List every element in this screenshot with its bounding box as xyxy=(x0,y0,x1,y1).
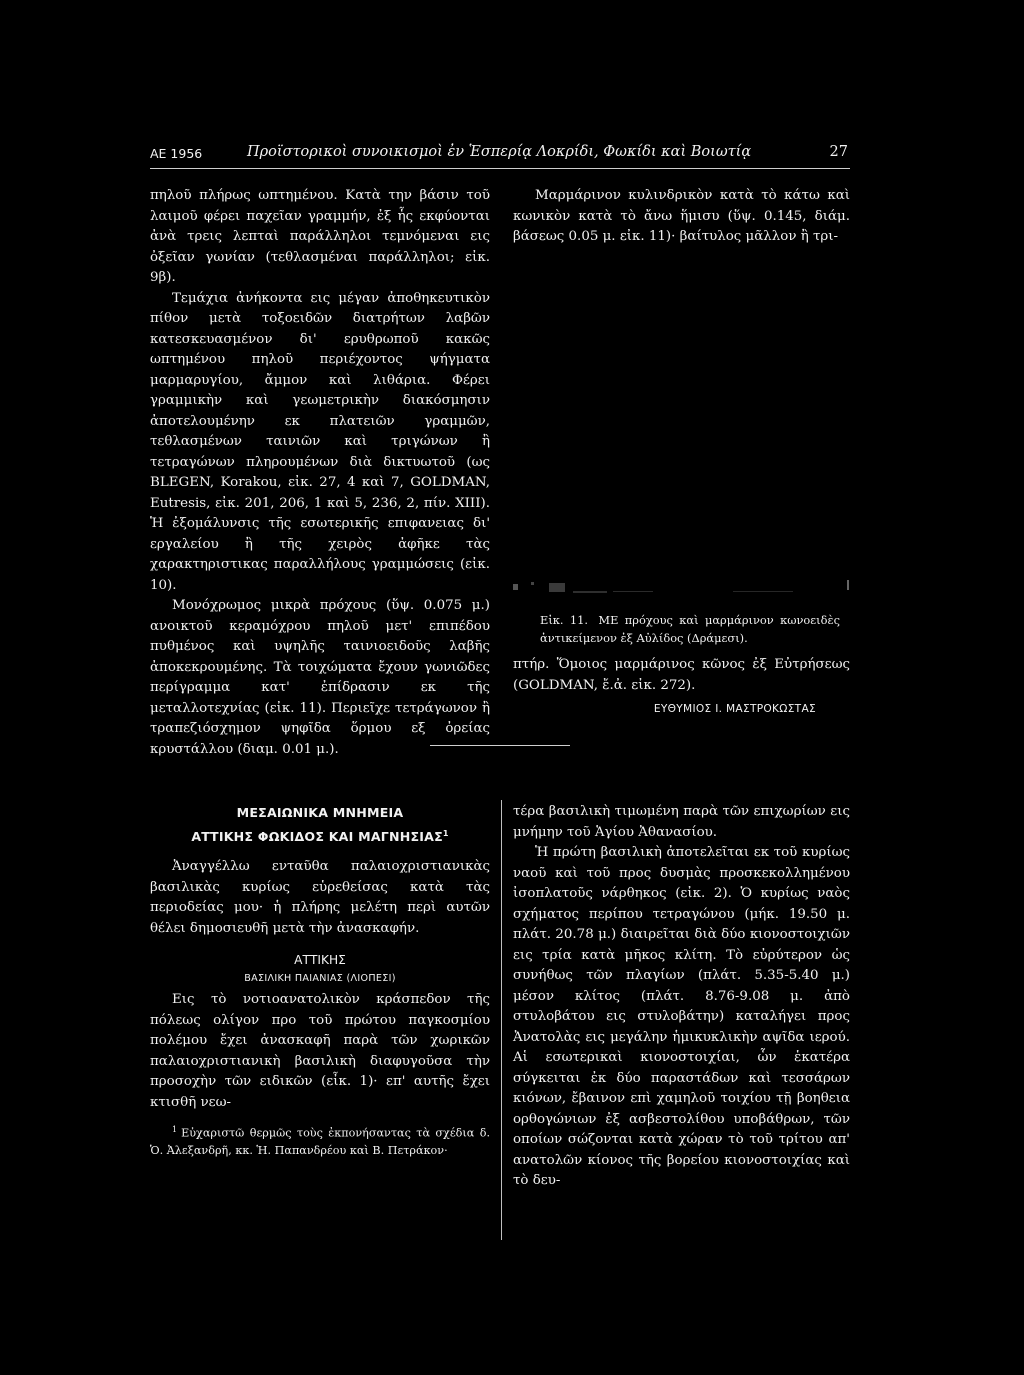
region-heading: ΑΤΤΙΚΗΣ xyxy=(294,953,346,968)
body-paragraph: Εις τὸ νοτιοανατολικὸν κράσπεδον τῆς πόλεως ολίγον προ τοῦ πρώτου παγκοσμίου πολέμου ἔχει ἀνασκαφῆ παρὰ τῶν χωρικῶν παλαιοχριστιανικὴ βασιλικὴ διαφυγοῦσα τὴν προσοχὴν τῶν ειδικῶν (εἶκ. 1)· επ' αυτῆς ἔχει κτισθῆ νεω- xyxy=(150,992,490,1110)
header-rule xyxy=(150,168,850,169)
heading-line1: ΜΕΣΑΙΩΝΙΚΑ ΜΝΗΜΕΙΑ xyxy=(236,805,404,820)
caption-label: Εἰκ. 11. xyxy=(540,613,589,627)
paragraph: Μονόχρωμος μικρὰ πρόχους (ὕψ. 0.075 μ.) ανοικτοῦ κεραμόχρου πηλοῦ μετ' επιπέδου πυθμένος καὶ υψηλῆς ταινιοειδοῦς λαβῆς ἀποκεκρουμένης. Τὰ τοιχώματα ἔχουν γωνιῶδες περίγραμμα κατ' ἐπίδρασιν εκ τῆς μεταλλοτεχνίας (εἰκ. 11). Περιεῖχε τετράγωνον ἢ τραπεζιόσχημον ψηφῖδα ὅρμου εξ ὀρείας κρυστάλλου (διαμ. 0.01 μ.). xyxy=(150,598,490,757)
figure-11-image xyxy=(513,260,850,600)
figure-caption xyxy=(540,612,840,647)
footnote xyxy=(150,1121,490,1159)
section-separator xyxy=(430,745,570,746)
footnote-number: 1 xyxy=(172,1125,178,1135)
intro-paragraph: Ἀναγγέλλω ενταῦθα παλαιοχριστιανικὰς βασιλικὰς κυρίως εὑρεθείσας κατὰ τὰς περιοδείας μου· ἡ πλήρης μελέτη περὶ αυτῶν θέλει δημοσιευθῆ μετὰ τὴν ἀνασκαφήν. xyxy=(150,859,490,936)
caption-text: ΜΕ πρόχους καὶ μαρμάρινον κωνοειδὲς ἀντικείμενον ἐξ Αὐλίδος (Δράμεσι). xyxy=(540,613,840,645)
paragraph: πηλοῦ πλήρως ωπτημένου. Κατὰ την βάσιν τοῦ λαιμοῦ φέρει παχεῖαν γραμμήν, ἐξ ἧς εκφύονται ἀνὰ τρεις λεπταὶ παράλληλοι τεμνόμεναι εις ὀξεῖαν γωνίαν (τεθλασμέναι παράλληλοι; εἰκ. 9β). xyxy=(150,188,490,285)
paragraph: Ἡ πρώτη βασιλικὴ ἀποτελεῖται εκ τοῦ κυρίως ναοῦ καὶ τοῦ προς δυσμὰς προσκεκολλημένου ἰσοπλατοῦς νάρθηκος (εἰκ. 2). Ὁ κυρίως ναὸς σχήματος περίπου τετραγώνου (μήκ. 19.50 μ. πλάτ. 20.78 μ.) διαιρεῖται διὰ δύο κιονοστοιχιῶν εις τρία κατὰ μῆκος κλίτη. Τὸ εὐρύτερον ὡς συνήθως τῶν πλαγίων (πλάτ. 5.35-5.40 μ.) μέσον κλίτος (πλάτ. 8.76-9.08 μ. ἀπὸ στυλοβάτου εις στυλοβάτην) καταλήγει προς Ἀνατολὰς εις μεγάλην ἡμικυκλικὴν αψῖδα ιερού. Αἱ εσωτερικαὶ κιονοστοιχίαι, ὧν ἑκατέρα σύγκειται ἐκ δύο παραστάδων καὶ τεσσάρων κιόνων, ἔβαινον επὶ χαμηλοῦ τοιχίου τῇ βοηθεια ορθογώνιων ἐξ ασβεστολίθου υποβάθρων, τῶν οποίων σώζονται κατὰ χώραν τὸ τοῦ τρίτου απ' ανατολῶν κίονος τῆς βορείου κιονοστοιχίας καὶ τὸ δευ- xyxy=(513,845,850,1188)
top-right-after-caption xyxy=(513,655,850,696)
author-signature: ΕΥΘΥΜΙΟΣ Ι. ΜΑΣΤΡΟΚΩΣΤΑΣ xyxy=(653,703,816,715)
top-left-column xyxy=(150,186,490,760)
journal-label: ΑΕ 1956 xyxy=(150,146,203,161)
running-header xyxy=(150,144,850,168)
paragraph: τέρα βασιλικὴ τιμωμένη παρὰ τῶν επιχωρίων εις μνήμην τοῦ Ἁγίου Ἀθανασίου. xyxy=(513,804,850,840)
page-number: 27 xyxy=(829,144,848,160)
footnote-marker: 1 xyxy=(442,829,449,838)
bottom-right-column xyxy=(513,802,850,1192)
top-right-column xyxy=(513,186,850,248)
paragraph: Μαρμάρινον κυλινδρικὸν κατὰ τὸ κάτω καὶ κωνικὸν κατὰ τὸ ἄνω ἥμισυ (ὕψ. 0.145, διάμ. βάσεως 0.05 μ. εἰκ. 11)· βαίτυλος μᾶλλον ἢ τρι- xyxy=(513,188,850,244)
header-title: Προϊστορικοὶ συνοικισμοὶ ἐν Ἑσπερίᾳ Λοκρίδι, Φωκίδι καὶ Βοιωτίᾳ xyxy=(247,144,752,160)
heading-line2: ΑΤΤΙΚΗΣ ΦΩΚΙΔΟΣ ΚΑΙ ΜΑΓΝΗΣΙΑΣ xyxy=(191,829,443,845)
figure-image xyxy=(513,260,850,600)
site-heading: ΒΑΣΙΛΙΚΗ ΠΑΙΑΝΙΑΣ (ΛΙΟΠΕΣΙ) xyxy=(244,973,396,985)
column-divider xyxy=(501,800,502,1240)
footnote-text: Εὐχαριστῶ θερμῶς τοὺς ἐκπονήσαντας τὰ σχέδια δ. Ὁ. Ἀλεξανδρῆ, κκ. Ἡ. Παπανδρέου καὶ Β. Πετράκον· xyxy=(150,1126,490,1157)
paragraph: πτήρ. Ὅμοιος μαρμάρινος κῶνος ἐξ Εὐτρήσεως (GOLDMAN, ἔ.ἀ. εἰκ. 272). xyxy=(513,657,850,693)
paragraph: Τεμάχια ἀνήκοντα εις μέγαν ἀποθηκευτικὸν πίθον μετὰ τοξοειδῶν διατρήτων λαβῶν κατεσκευασμένον δι' ερυθρωποῦ κακῶς ωπτημένου πηλοῦ περιέχοντος ψήγματα μαρμαρυγίου, ἄμμον καὶ λιθάρια. Φέρει γραμμικὴν καὶ γεωμετρικὴν διακόσμησιν ἀποτελουμένην εκ πλατειῶν γραμμῶν, τεθλασμένων ταινιῶν καὶ τριγώνων ἢ τετραγώνων πληρουμένων διὰ δικτυωτοῦ (ως BLEGEN, Korakou, εἰκ. 27, 4 καὶ 7, GOLDMAN, Eutresis, εἰκ. 201, 206, 1 καὶ 5, 236, 2, πίν. XIII). Ἡ ἐξομάλυνσις τῆς εσωτερικῆς επιφανειας δι' εργαλείου ἢ τῆς χειρὸς ἀφῆκε τὰς χαρακτηριστικας παραλλήλους γραμμώσεις (εἰκ. 10). xyxy=(150,290,490,593)
bottom-left-column xyxy=(150,802,490,1159)
section-heading xyxy=(150,802,490,847)
